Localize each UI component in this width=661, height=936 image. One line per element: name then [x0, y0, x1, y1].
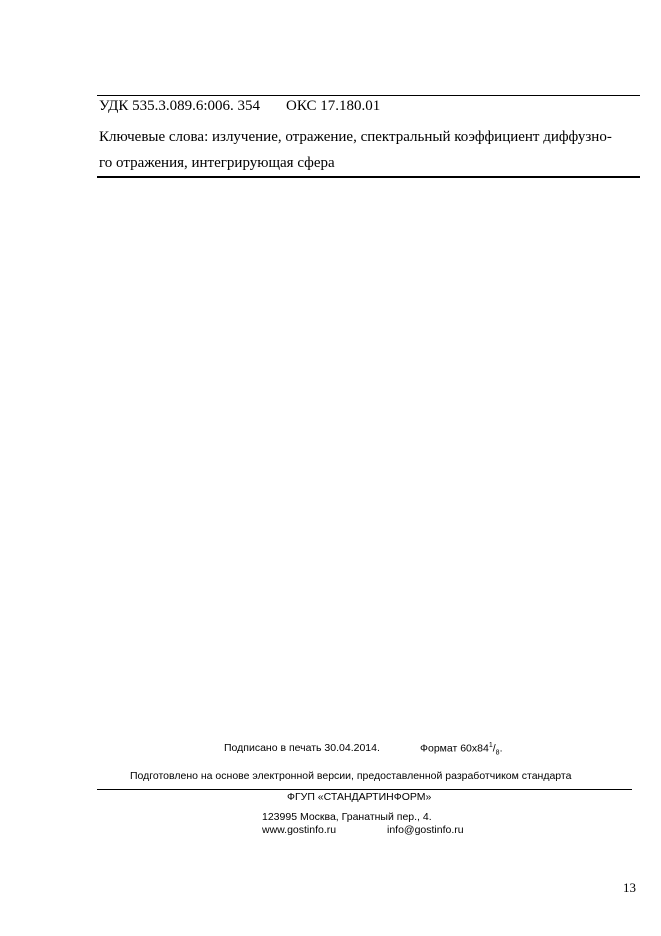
publisher-website: [262, 824, 336, 836]
classification-line: [99, 98, 380, 115]
publisher-name: ФГУП «СТАНДАРТИНФОРМ»: [287, 791, 432, 803]
publisher-email: [387, 824, 464, 836]
email-text: info@gostinfo.ru: [387, 824, 464, 836]
paper-format: Формат $60x84^1/_8$.: [420, 742, 503, 757]
signed-for-print: [224, 742, 380, 754]
oks-code: ОКС 17.180.01: [286, 98, 381, 114]
prepared-text: Подготовлено на основе электронной версии, предоставленной разработчиком стандарта: [130, 770, 572, 782]
format-prefix: Формат 60x84: [420, 742, 489, 755]
format-suffix: .: [499, 742, 503, 755]
signed-text: Подписано в печать 30.04.2014.: [224, 742, 380, 754]
publisher-address: [262, 811, 432, 823]
prepared-note: [130, 770, 571, 782]
keywords-line-1: Ключевые слова: излучение, отражение, спектральный коэффициент диффузно-: [99, 129, 612, 145]
address-text: 123995 Москва, Гранатный пер., 4.: [262, 811, 432, 823]
format-sup: 1: [488, 742, 493, 749]
udk-code: УДК 535.3.089.6:006. 354: [99, 98, 261, 114]
imprint-rule: [97, 789, 632, 790]
page-number: 13: [623, 880, 636, 895]
format-sub: 8: [495, 749, 500, 757]
publisher: [287, 791, 431, 803]
top-rule: [97, 95, 640, 96]
website-text: www.gostinfo.ru: [262, 824, 337, 836]
keywords-bottom-rule: [97, 176, 640, 178]
keywords-block: [99, 124, 644, 176]
keywords-line-2: го отражения, интегрирующая сфера: [99, 155, 335, 171]
